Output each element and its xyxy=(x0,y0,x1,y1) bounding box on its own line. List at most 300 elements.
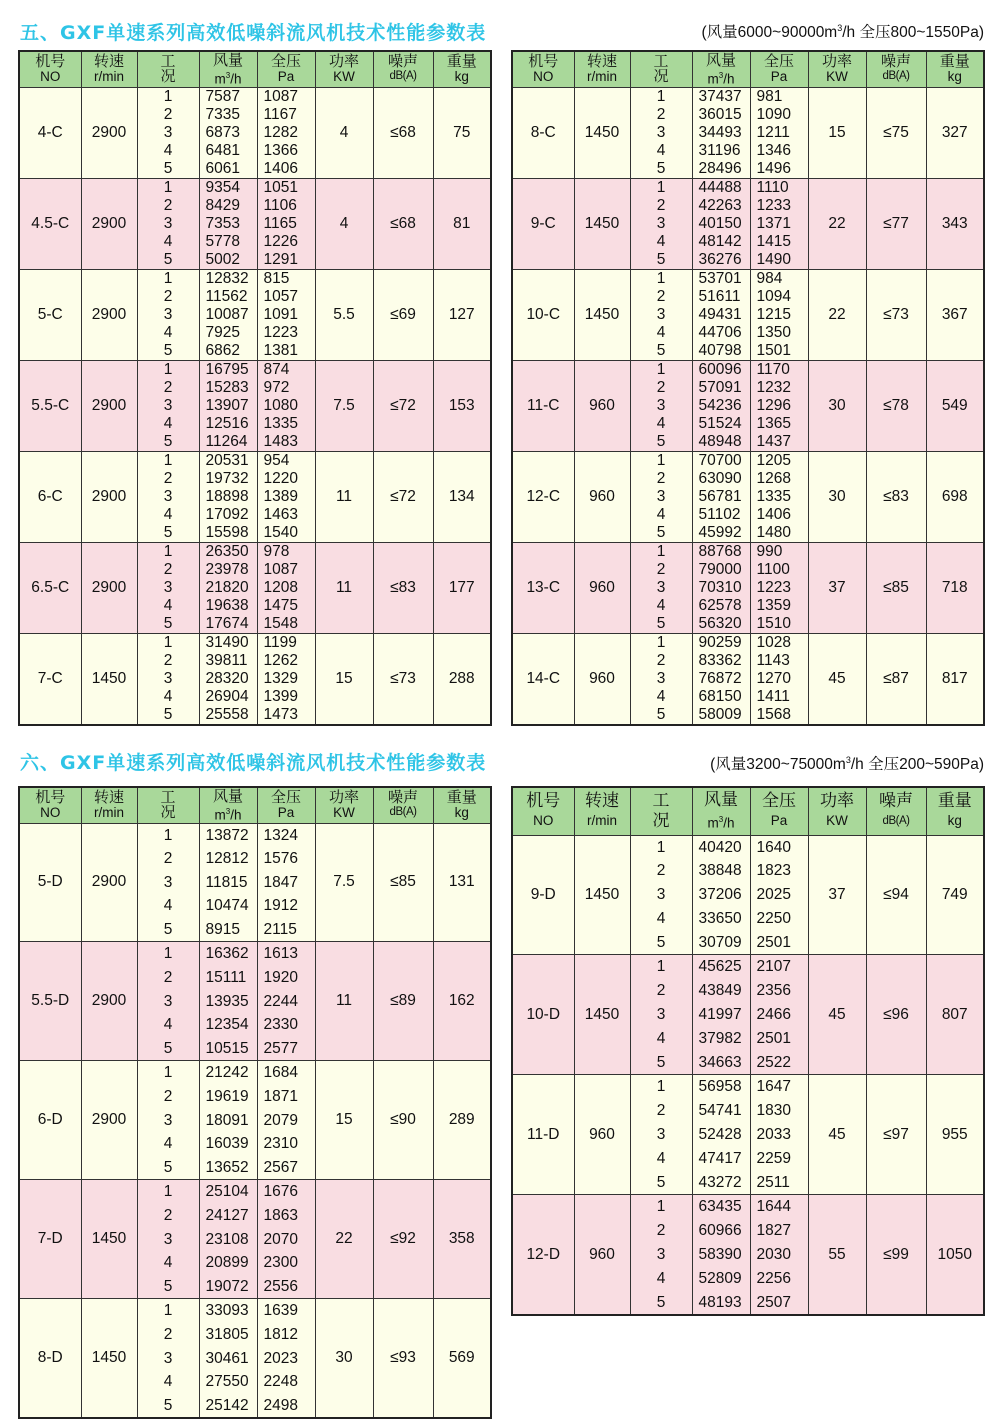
header-power xyxy=(315,51,373,87)
condition-list-value: 2 xyxy=(656,1102,666,1120)
header-model-unit: NO xyxy=(533,813,554,829)
pressure-list-value: 1167 xyxy=(263,105,297,123)
flow-list-value: 52809 xyxy=(698,1269,742,1287)
pressure-list xyxy=(750,1075,808,1195)
flow-list-value: 7925 xyxy=(205,323,240,341)
condition-list xyxy=(137,178,199,269)
condition-list-value: 3 xyxy=(163,1230,173,1248)
flow-list-value: 13935 xyxy=(205,992,249,1010)
pressure-list xyxy=(257,942,315,1061)
header-speed-unit: r/min xyxy=(587,813,617,829)
pressure-list-value: 1324 xyxy=(263,826,298,844)
header-pressure-label: 全压 xyxy=(763,53,794,71)
pressure-list-value: 2248 xyxy=(263,1373,298,1391)
power-value: 11 xyxy=(315,942,373,1061)
pressure-list-value: 1920 xyxy=(263,969,298,987)
flow-list-value: 10474 xyxy=(205,897,249,915)
condition-list-value: 3 xyxy=(656,1006,666,1024)
pressure-list xyxy=(257,178,315,269)
pressure-list-value: 2079 xyxy=(263,1111,298,1129)
weight-value: 718 xyxy=(926,542,984,633)
model-no: 8-D xyxy=(19,1299,81,1418)
table-row xyxy=(512,542,984,633)
noise-value: ≤99 xyxy=(866,1195,926,1315)
flow-list xyxy=(199,178,257,269)
condition-list xyxy=(630,955,692,1075)
header-condition xyxy=(630,51,692,87)
flow-list-value: 6481 xyxy=(205,141,240,159)
model-no: 5.5-C xyxy=(19,360,81,451)
table-row xyxy=(512,1075,984,1195)
header-noise-label: 噪声 xyxy=(387,789,418,807)
pressure-list-value: 2501 xyxy=(756,1029,791,1047)
flow-list-value: 36015 xyxy=(698,105,742,123)
header-model xyxy=(19,787,81,823)
noise-value: ≤85 xyxy=(373,823,433,942)
table-row xyxy=(19,542,491,633)
flow-list xyxy=(692,269,750,360)
flow-list-value: 16362 xyxy=(205,945,249,963)
speed-value: 2900 xyxy=(81,542,137,633)
header-condition xyxy=(137,51,199,87)
pressure-list-value: 1463 xyxy=(263,505,298,523)
flow-list xyxy=(199,823,257,942)
flow-list-value: 45625 xyxy=(698,958,742,976)
power-value: 11 xyxy=(315,542,373,633)
pressure-list-value: 1094 xyxy=(756,287,791,305)
speed-value: 1450 xyxy=(574,178,630,269)
spec-table-5-right xyxy=(511,50,985,726)
condition-list-value: 4 xyxy=(656,909,666,927)
weight-value: 75 xyxy=(433,87,491,178)
flow-list-value: 19638 xyxy=(205,596,249,614)
flow-list xyxy=(199,542,257,633)
weight-value: 288 xyxy=(433,633,491,725)
condition-list-value: 5 xyxy=(163,341,173,359)
condition-list-value: 3 xyxy=(656,214,666,232)
condition-list-value: 3 xyxy=(163,669,173,687)
flow-list-value: 18091 xyxy=(205,1111,249,1129)
pressure-list xyxy=(750,178,808,269)
flow-list-value: 70700 xyxy=(698,451,742,469)
spec-table-5-left xyxy=(18,50,492,726)
pressure-list-value: 2511 xyxy=(756,1173,790,1191)
condition-list xyxy=(137,542,199,633)
pressure-list-value: 1847 xyxy=(263,873,298,891)
model-no: 14-C xyxy=(512,633,574,725)
flow-list-value: 26904 xyxy=(205,687,249,705)
header-condition-char: 工 xyxy=(160,53,176,71)
pressure-list-value: 1208 xyxy=(263,578,298,596)
condition-list-value: 4 xyxy=(163,505,173,523)
pressure-list-value: 1389 xyxy=(263,487,298,505)
condition-list-value: 4 xyxy=(163,1373,173,1391)
pressure-list-value: 1296 xyxy=(756,396,791,414)
table-row xyxy=(19,360,491,451)
weight-value: 358 xyxy=(433,1180,491,1299)
pressure-list-value: 2025 xyxy=(756,886,791,904)
pressure-list-value: 1830 xyxy=(756,1102,791,1120)
weight-value: 367 xyxy=(926,269,984,360)
table-row xyxy=(19,87,491,178)
flow-list-value: 83362 xyxy=(698,651,742,669)
flow-list-value: 37982 xyxy=(698,1029,742,1047)
pressure-list-value: 1548 xyxy=(263,614,298,632)
power-value: 4 xyxy=(315,178,373,269)
header-flow-label: 风量 xyxy=(212,51,243,69)
pressure-list-value: 1057 xyxy=(263,287,298,305)
flow-list-value: 39811 xyxy=(205,651,248,669)
power-value: 15 xyxy=(808,87,866,178)
pressure-list xyxy=(750,87,808,178)
condition-list-value: 4 xyxy=(163,141,173,159)
noise-value: ≤75 xyxy=(866,87,926,178)
condition-list-value: 2 xyxy=(163,469,173,487)
speed-value: 1450 xyxy=(81,1180,137,1299)
condition-list-value: 2 xyxy=(163,560,173,578)
header-condition-char: 工 xyxy=(652,791,670,811)
condition-list-value: 1 xyxy=(163,87,173,105)
flow-list-value: 25104 xyxy=(205,1183,249,1201)
pressure-list xyxy=(750,360,808,451)
flow-list-value: 25558 xyxy=(205,705,249,723)
pressure-list-value: 1335 xyxy=(756,487,791,505)
pressure-list-value: 1406 xyxy=(263,159,298,177)
pressure-list-value: 1415 xyxy=(756,232,791,250)
flow-list-value: 7353 xyxy=(205,214,240,232)
pressure-list-value: 1359 xyxy=(756,596,791,614)
power-value: 5.5 xyxy=(315,269,373,360)
pressure-list-value: 1262 xyxy=(263,651,298,669)
condition-list-value: 3 xyxy=(656,669,666,687)
header-pressure xyxy=(257,787,315,823)
condition-list xyxy=(630,1195,692,1315)
speed-value: 1450 xyxy=(574,269,630,360)
header-weight-unit: kg xyxy=(947,813,962,829)
condition-list-value: 3 xyxy=(656,1246,666,1264)
pressure-list-value: 1106 xyxy=(263,196,297,214)
table-row xyxy=(19,451,491,542)
pressure-list-value: 1644 xyxy=(756,1198,791,1216)
flow-list-value: 40798 xyxy=(698,341,742,359)
pressure-list-value: 1165 xyxy=(263,214,297,232)
condition-list-value: 5 xyxy=(656,1173,666,1191)
noise-value: ≤83 xyxy=(373,542,433,633)
table-row xyxy=(19,178,491,269)
flow-list-value: 24127 xyxy=(205,1207,249,1224)
condition-list-value: 2 xyxy=(656,651,666,669)
flow-unit-tail: /h xyxy=(230,807,242,822)
header-pressure-label: 全压 xyxy=(762,791,796,811)
header-weight xyxy=(433,51,491,87)
flow-list-value: 37437 xyxy=(698,87,742,105)
header-pressure-label: 全压 xyxy=(270,53,301,71)
header-flow xyxy=(199,51,257,87)
pressure-list-value: 1483 xyxy=(263,432,298,450)
header-pressure-unit: Pa xyxy=(277,805,295,821)
flow-list-value: 5778 xyxy=(205,232,240,250)
pressure-list-value: 2507 xyxy=(756,1293,791,1311)
speed-value: 2900 xyxy=(81,942,137,1061)
flow-list-value: 13872 xyxy=(205,826,249,844)
header-model-unit: NO xyxy=(533,69,554,85)
header-power-label: 功率 xyxy=(821,53,852,71)
flow-list-value: 8429 xyxy=(205,196,240,214)
header-power-label: 功率 xyxy=(820,791,854,811)
header-pressure xyxy=(750,51,808,87)
header-speed-label: 转速 xyxy=(93,789,124,807)
flow-list-value: 34663 xyxy=(698,1053,742,1071)
flow-list-value: 36276 xyxy=(698,250,742,268)
flow-list-value: 48948 xyxy=(698,432,742,450)
condition-list-value: 1 xyxy=(656,178,666,196)
condition-list xyxy=(630,178,692,269)
weight-value: 127 xyxy=(433,269,491,360)
condition-list xyxy=(630,835,692,955)
condition-list-value: 2 xyxy=(163,196,173,214)
flow-list-value: 28320 xyxy=(205,669,249,687)
pressure-list-value: 1143 xyxy=(756,651,790,669)
flow-list-value: 28496 xyxy=(698,159,742,177)
model-no: 13-C xyxy=(512,542,574,633)
condition-list-value: 3 xyxy=(163,1349,173,1367)
condition-list-value: 4 xyxy=(656,1029,666,1047)
pressure-list-value: 1282 xyxy=(263,123,298,141)
pressure-list xyxy=(257,542,315,633)
header-noise-unit: dB(A) xyxy=(882,815,910,828)
pressure-list-value: 1647 xyxy=(756,1078,791,1096)
condition-list-value: 1 xyxy=(656,360,666,378)
flow-list-value: 7335 xyxy=(205,105,240,123)
condition-list xyxy=(137,87,199,178)
pressure-list-value: 1399 xyxy=(263,687,298,705)
pressure-list xyxy=(257,360,315,451)
condition-list-value: 4 xyxy=(163,596,173,614)
flow-list xyxy=(692,1195,750,1315)
pressure-list-value: 1110 xyxy=(756,178,789,196)
flow-list-value: 51524 xyxy=(698,414,742,432)
flow-list-value: 63090 xyxy=(698,469,742,487)
condition-list-value: 3 xyxy=(163,1111,173,1129)
flow-list-value: 15111 xyxy=(205,969,247,987)
header-power-unit: KW xyxy=(826,69,848,85)
flow-list-value: 56781 xyxy=(698,487,742,505)
pressure-list-value: 1406 xyxy=(756,505,791,523)
pressure-list xyxy=(257,87,315,178)
flow-list-value: 19072 xyxy=(205,1277,249,1295)
header-condition xyxy=(630,787,692,835)
noise-value: ≤73 xyxy=(373,633,433,725)
pressure-list-value: 954 xyxy=(263,451,290,469)
flow-list-value: 56320 xyxy=(698,614,742,632)
noise-value: ≤87 xyxy=(866,633,926,725)
header-speed xyxy=(81,787,137,823)
table-row xyxy=(512,1195,984,1315)
condition-list xyxy=(630,542,692,633)
condition-list-value: 5 xyxy=(163,250,173,268)
condition-list-value: 5 xyxy=(656,933,666,951)
speed-value: 2900 xyxy=(81,178,137,269)
model-no: 10-D xyxy=(512,955,574,1075)
weight-value: 289 xyxy=(433,1061,491,1180)
section-title-5: 五、GXF单速系列高效低噪斜流风机技术性能参数表 xyxy=(20,22,487,44)
flow-list-value: 16039 xyxy=(205,1135,249,1153)
header-weight-unit: kg xyxy=(454,805,469,821)
header-speed-label: 转速 xyxy=(586,53,617,71)
model-no: 11-D xyxy=(512,1075,574,1195)
pressure-list xyxy=(257,1299,315,1418)
noise-value: ≤68 xyxy=(373,87,433,178)
speed-value: 1450 xyxy=(574,87,630,178)
pressure-list xyxy=(750,451,808,542)
power-value: 55 xyxy=(808,1195,866,1315)
table-row xyxy=(19,942,491,1061)
header-speed-unit: r/min xyxy=(587,69,617,85)
flow-list-value: 27550 xyxy=(205,1373,249,1391)
header-condition-char: 况 xyxy=(653,68,669,86)
condition-list-value: 2 xyxy=(163,378,173,396)
speed-value: 2900 xyxy=(81,823,137,942)
flow-list xyxy=(692,1075,750,1195)
flow-list-value: 43272 xyxy=(698,1173,742,1191)
power-value: 37 xyxy=(808,835,866,955)
condition-list-value: 4 xyxy=(163,687,173,705)
pressure-list-value: 2070 xyxy=(263,1230,298,1248)
header-noise-label: 噪声 xyxy=(880,53,911,71)
condition-list xyxy=(630,87,692,178)
pressure-list-value: 1912 xyxy=(263,897,298,915)
flow-unit-m: m xyxy=(214,71,226,86)
flow-list-value: 45992 xyxy=(698,523,742,541)
weight-value: 134 xyxy=(433,451,491,542)
flow-list-value: 44706 xyxy=(698,323,742,341)
flow-list xyxy=(199,942,257,1061)
flow-list-value: 52428 xyxy=(698,1126,742,1144)
flow-list-value: 41997 xyxy=(698,1006,742,1024)
header-condition-char: 况 xyxy=(160,68,176,86)
pressure-list-value: 2556 xyxy=(263,1277,298,1295)
condition-list-value: 5 xyxy=(656,432,666,450)
table-row xyxy=(19,633,491,725)
condition-list-value: 3 xyxy=(656,396,666,414)
pressure-list-value: 1510 xyxy=(756,614,791,632)
model-no: 5.5-D xyxy=(19,942,81,1061)
pressure-list-value: 1812 xyxy=(263,1325,298,1343)
header-weight-label: 重量 xyxy=(446,789,477,807)
pressure-list-value: 2300 xyxy=(263,1254,298,1272)
header-weight xyxy=(433,787,491,823)
pressure-list-value: 2567 xyxy=(263,1158,298,1176)
speed-value: 960 xyxy=(574,1195,630,1315)
condition-list-value: 1 xyxy=(163,451,173,469)
flow-list xyxy=(199,1180,257,1299)
header-pressure-unit: Pa xyxy=(770,69,788,85)
header-weight-label: 重量 xyxy=(937,791,972,811)
pressure-list-value: 1576 xyxy=(263,850,298,868)
condition-list-value: 2 xyxy=(656,105,666,123)
pressure-list-value: 1080 xyxy=(263,396,298,414)
weight-value: 549 xyxy=(926,360,984,451)
pressure-list-value: 2256 xyxy=(756,1269,791,1287)
condition-list xyxy=(137,1180,199,1299)
pressure-list xyxy=(257,1061,315,1180)
header-pressure xyxy=(257,51,315,87)
flow-list-value: 13652 xyxy=(205,1158,249,1176)
noise-value: ≤78 xyxy=(866,360,926,451)
header-condition-char: 况 xyxy=(652,811,670,831)
weight-value: 162 xyxy=(433,942,491,1061)
pressure-list xyxy=(257,269,315,360)
pressure-list-value: 2498 xyxy=(263,1396,298,1414)
flow-list-value: 33093 xyxy=(205,1302,249,1320)
condition-list-value: 1 xyxy=(656,838,666,856)
model-no: 6-C xyxy=(19,451,81,542)
noise-value: ≤92 xyxy=(373,1180,433,1299)
pressure-list-value: 1381 xyxy=(263,341,298,359)
pressure-list-value: 1350 xyxy=(756,323,791,341)
pressure-list xyxy=(257,1180,315,1299)
header-speed-label: 转速 xyxy=(93,53,124,71)
table-row xyxy=(512,87,984,178)
condition-list-value: 3 xyxy=(163,992,173,1010)
noise-value: ≤94 xyxy=(866,835,926,955)
pressure-list-value: 1371 xyxy=(756,214,791,232)
speed-value: 960 xyxy=(574,633,630,725)
condition-list xyxy=(137,451,199,542)
condition-list-value: 5 xyxy=(656,705,666,723)
header-model xyxy=(512,51,574,87)
flow-list-value: 20899 xyxy=(205,1254,249,1272)
condition-list-value: 4 xyxy=(656,414,666,432)
condition-list-value: 4 xyxy=(656,1269,666,1287)
pressure-list-value: 1270 xyxy=(756,669,791,687)
condition-list-value: 5 xyxy=(656,1293,666,1311)
pressure-list-value: 1100 xyxy=(756,560,790,578)
pressure-list-value: 1223 xyxy=(756,578,791,596)
model-no: 5-C xyxy=(19,269,81,360)
header-condition xyxy=(137,787,199,823)
condition-list-value: 1 xyxy=(656,633,666,651)
speed-value: 960 xyxy=(574,360,630,451)
header-flow xyxy=(692,787,750,835)
condition-list-value: 1 xyxy=(163,269,173,287)
header-pressure-unit: Pa xyxy=(277,69,295,85)
weight-value: 817 xyxy=(926,633,984,725)
condition-list-value: 4 xyxy=(656,232,666,250)
noise-value: ≤73 xyxy=(866,269,926,360)
pressure-list-value: 1473 xyxy=(263,705,298,723)
flow-list-value: 51102 xyxy=(698,505,741,523)
condition-list xyxy=(630,1075,692,1195)
condition-list xyxy=(630,269,692,360)
pressure-list-value: 1268 xyxy=(756,469,791,487)
pressure-list-value: 815 xyxy=(263,269,290,287)
weight-value: 569 xyxy=(433,1299,491,1418)
flow-list-value: 10515 xyxy=(205,1039,249,1057)
flow-unit-m: m xyxy=(707,815,719,830)
condition-list-value: 1 xyxy=(163,1302,173,1320)
condition-list xyxy=(137,633,199,725)
pressure-list-value: 1087 xyxy=(263,87,298,105)
pressure-list-value: 1090 xyxy=(756,105,791,123)
pressure-list-value: 1028 xyxy=(756,633,791,651)
section-range-6: (风量$3200\sim 75000m^3/h$ 全压200~590Pa) xyxy=(710,754,984,773)
header-speed-unit: r/min xyxy=(94,69,124,85)
header-weight-label: 重量 xyxy=(939,53,970,71)
pressure-list-value: 984 xyxy=(756,269,783,287)
pressure-list-value: 1233 xyxy=(756,196,791,214)
flow-list xyxy=(692,451,750,542)
